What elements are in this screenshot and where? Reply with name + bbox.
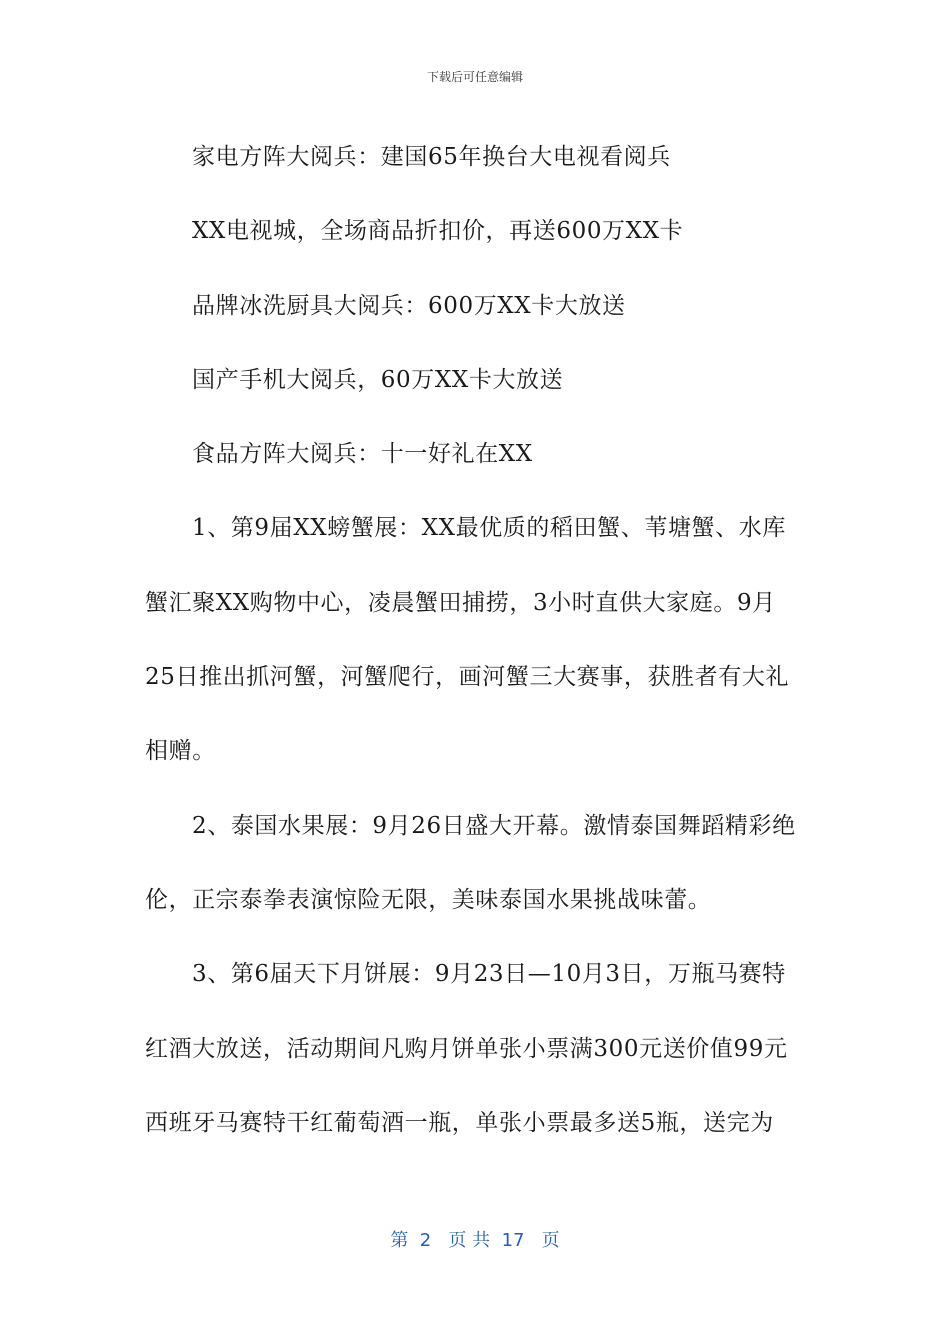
body-line-13: 红酒大放送，活动期间凡购月饼单张小票满300元送价值99元 — [145, 1035, 788, 1062]
page-number-footer: 第 2 页 共 17 页 — [390, 1230, 560, 1251]
header-note: 下载后可任意编辑 — [426, 70, 523, 84]
body-line-10: 2、泰国水果展：9月26日盛大开幕。激情泰国舞蹈精彩绝 — [192, 812, 796, 839]
body-line-6: 1、第9届XX螃蟹展：XX最优质的稻田蟹、苇塘蟹、水库 — [192, 515, 786, 542]
body-line-2: XX电视城，全场商品折扣价，再送600万XX卡 — [192, 218, 684, 245]
document-body — [145, 120, 810, 1160]
body-line-12: 3、第6届天下月饼展：9月23日—10月3日，万瓶马赛特 — [192, 961, 786, 988]
body-line-5: 食品方阵大阅兵：十一好礼在XX — [192, 441, 533, 468]
body-line-11: 伦，正宗泰拳表演惊险无限，美味泰国水果挑战味蕾。 — [145, 886, 712, 913]
body-line-14: 西班牙马赛特干红葡萄酒一瓶，单张小票最多送5瓶，送完为 — [145, 1109, 774, 1136]
body-line-9: 相赠。 — [145, 738, 216, 765]
body-line-7: 蟹汇聚XX购物中心，凌晨蟹田捕捞，3小时直供大家庭。9月 — [145, 589, 776, 616]
body-line-3: 品牌冰洗厨具大阅兵：600万XX卡大放送 — [192, 292, 626, 319]
body-line-1: 家电方阵大阅兵：建国65年换台大电视看阅兵 — [192, 144, 671, 170]
body-line-4: 国产手机大阅兵，60万XX卡大放送 — [192, 366, 564, 393]
body-line-8: 25日推出抓河蟹，河蟹爬行，画河蟹三大赛事，获胜者有大礼 — [145, 664, 790, 691]
